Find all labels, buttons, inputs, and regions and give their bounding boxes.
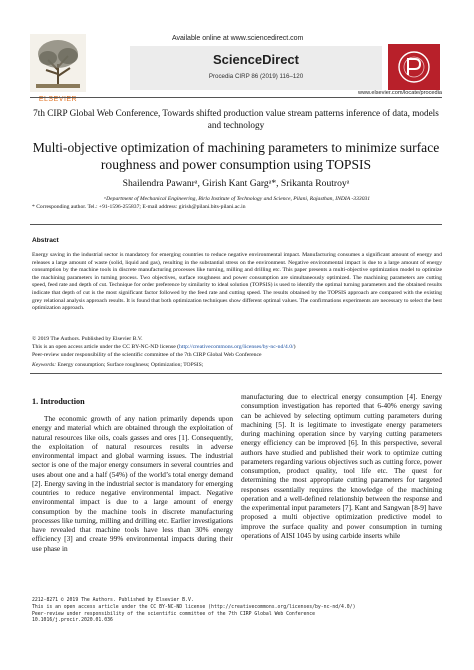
masthead-rule <box>30 97 442 98</box>
copyright-line: © 2019 The Authors. Published by Elsevier B.V. <box>32 336 143 342</box>
abstract-top-rule <box>30 224 442 225</box>
footer-peer-review: Peer-review under responsibility of the scientific committee of the 7th CIRP Global Web Conference <box>32 611 316 617</box>
open-access-prefix: This is an open access article under the CC BY-NC-ND license ( <box>32 344 180 350</box>
journal-url[interactable]: www.elsevier.com/locate/procedia <box>358 90 442 96</box>
footer-open-access: This is an open access article under the CC BY-NC-ND license (http://creativecommons.org/licenses/by-nc-nd/4.0/) <box>32 604 356 610</box>
section-heading-introduction: 1. Introduction <box>32 397 85 406</box>
corresponding-author: * Corresponding author. Tel.: +91-1596-255837; E-mail address: girish@pilani.bits-pilani.ac.in <box>32 204 246 210</box>
footer-doi[interactable]: 10.1016/j.procir.2020.01.036 <box>32 618 113 624</box>
conference-name: 7th CIRP Global Web Conference, Towards shifted production value stream patterns inference of data, models and technology <box>33 108 439 130</box>
introduction-right-column: manufacturing due to electrical energy consumption [4]. Energy consumption investigation has reported that 6-40% energy saving can be achieved by selecting optimum cutting parameters during machining [5]. It is legitimate to investigate energy parameters during machining operation since by varying cutting parameters energy efficiency can be improved [6]. In this perspective, several authors have studied and published their work to optimize cutting parameters regarding various objectives such as cutting force, power consumption, product quality, tool life etc. The quest for determining the most appropriate cutting parameters for targeted responses essentially requires the knowledge of the machining operation and a well-defined relationship between the response and the experimental input parameters [7]. Kant and Sangwan [8-9] have proposed a multi objective optimization predictive model to improve the surface quality and power consumption in turning operations of AISI 1045 by using carbide inserts while <box>241 392 442 540</box>
open-access-suffix: ) <box>293 344 296 350</box>
journal-citation: Procedia CIRP 86 (2019) 116–120 <box>208 73 304 80</box>
elsevier-tree-icon <box>30 34 86 92</box>
abstract-heading: Abstract <box>32 237 59 244</box>
abstract-text: Energy saving in the industrial sector is mandatory for emerging countries to reduce negative environmental impact. Manufacturing consumes a significant amount of energy and releases a large amount of waste (solid, liquid and gas), resulting in the substantial stress on the environment. Negative environmental impact is due to a large amount of energy consumption by the machine tools in discrete manufacturing processes like turning, milling and drilling etc. This paper presents a multi-objective optimization model to optimize the machining parameters in turning process. Two objectives, surface roughness and power consumption are simultaneously optimized. The machining parameters are cutting speed, feed rate and depth of cut. Technique for order preference by similarity to ideal solution (TOPSIS) is used to identify the optimal turning parameters and the obtained results indicate that depth of cut is the most significant factor followed by the feed rate and cutting speed. The results obtained by the TOPSIS approach are compared with the existing grey relational analysis approach results. It is found that both optimization techniques show different optimal values. The confirmations experiments are necessary to select the best optimization approach. <box>32 252 442 312</box>
elsevier-wordmark: ELSEVIER <box>38 96 78 103</box>
available-online[interactable]: Available online at www.sciencedirect.com <box>172 35 304 42</box>
open-access-line <box>32 344 442 351</box>
sciencedirect-brand[interactable]: ScienceDirect <box>213 52 299 67</box>
footer-issn: 2212-8271 © 2019 The Authors. Published by Elsevier B.V. <box>32 598 194 603</box>
keywords-line <box>32 362 442 368</box>
author-list: Shailendra Pawanrᵃ, Girish Kant Gargᵃ*, Srikanta Routroyᵃ <box>122 178 350 189</box>
license-link[interactable]: http://creativecommons.org/licenses/by-nc-nd/4.0/ <box>179 344 294 350</box>
paper-title: Multi-objective optimization of machining parameters to minimize surface roughness and power consumption using TOPSIS <box>32 140 440 172</box>
abstract-bottom-rule <box>30 373 442 374</box>
peer-review-line: Peer-review under responsibility of the scientific committee of the 7th CIRP Global Web Conference <box>32 352 262 358</box>
introduction-left-column: The economic growth of any nation primarily depends upon energy and material which are obtained through the exploitation of natural resources like oils, coals gasses and ores [1]. Consequently, the exploitation of natural resources results in adverse environmental impact and global warming issues. The industrial sector is one of the major energy consumers in several countries and uses about one and a half (54%) of the world’s total energy demand [2]. Energy saving in the industrial sector is mandatory for emerging countries to reduce negative environmental impact. Negative environmental impact is due to a large amount of energy consumption by the machine tools in discrete manufacturing processes like turning, milling and drilling etc. Earlier investigations have revealed that machine tools have less than 30% energy efficiency [3] and create 99% environmental impacts during their use phase in <box>32 414 233 553</box>
author-affiliation: ᵃDepartment of Mechanical Engineering, Birla Institute of Technology and Science, Pilani, Rajasthan, INDIA -333031 <box>103 196 371 202</box>
page-footer <box>32 598 452 625</box>
cirp-logo-icon <box>388 44 440 90</box>
keywords-value: Energy consumption; Surface roughness; Optimization; TOPSIS; <box>57 362 204 368</box>
keywords-label: Keywords: <box>32 362 57 368</box>
